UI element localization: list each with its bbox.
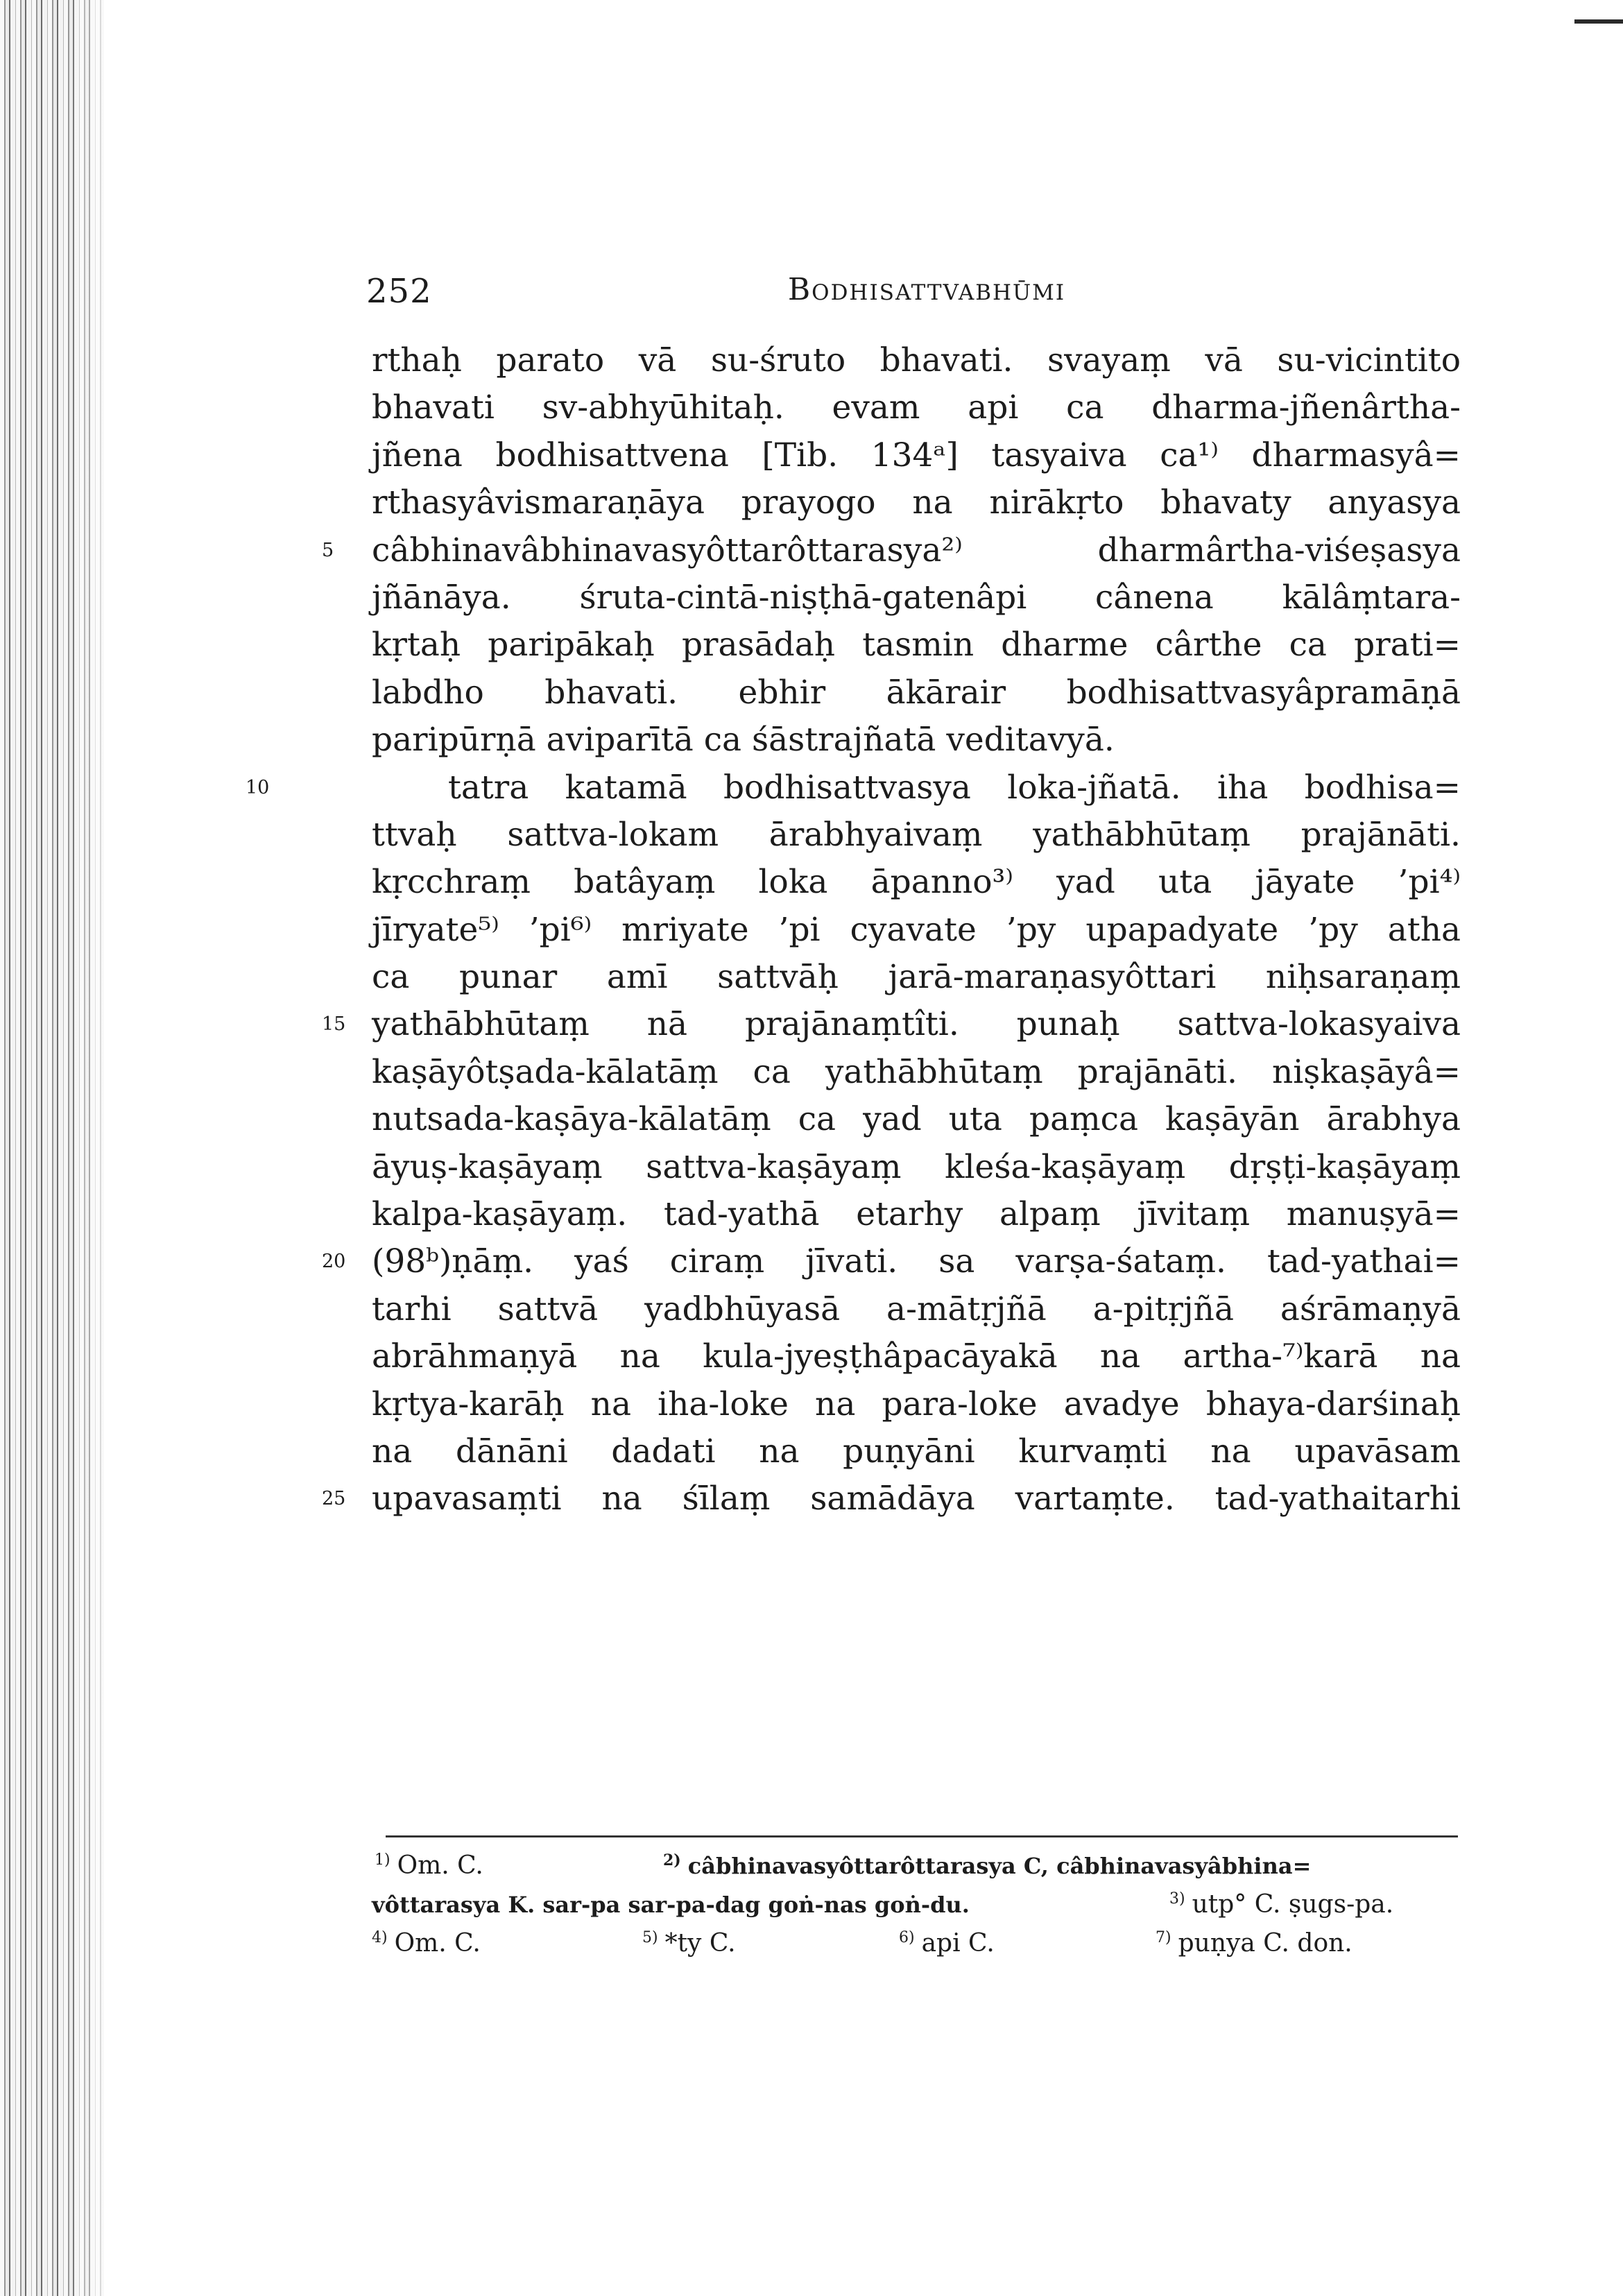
footnote-mark: 4) xyxy=(372,1929,388,1946)
text-line xyxy=(372,337,1461,384)
line-text: jñena bodhisattvena [Tib. 134ᵃ] tasyaiva ca¹⁾ dharmasyâ= xyxy=(372,436,1461,474)
text-line xyxy=(372,384,1461,431)
line-text: kṛtya-karāḥ na iha-loke na para-loke avadye bhaya-darśinaḥ xyxy=(372,1385,1461,1423)
footnote-3 xyxy=(1169,1885,1393,1924)
text-line xyxy=(372,954,1461,1001)
line-text: rthaḥ parato vā su-śruto bhavati. svayaṃ vā su-vicintito xyxy=(372,341,1461,379)
footnote-mark: 6) xyxy=(899,1929,915,1946)
main-text xyxy=(246,337,1461,1523)
text-line xyxy=(372,717,1461,764)
text-line xyxy=(372,1286,1461,1333)
footnote-text: vôttarasya K. sar-pa sar-pa-dag goṅ-nas goṅ-du. xyxy=(372,1892,970,1918)
line-text: jñānāya. śruta-cintā-niṣṭhā-gatenâpi cânena kālâṃtara- xyxy=(372,578,1461,617)
line-text: câbhinavâbhinavasyôttarôttarasya²⁾ dharmârtha-viśeṣasya xyxy=(372,531,1461,569)
line-text: upavasaṃti na śīlaṃ samādāya vartaṃte. tad-yathaitarhi xyxy=(372,1480,1461,1518)
text-line xyxy=(372,432,1461,479)
footnote-line xyxy=(372,1847,1461,1885)
footnote-mark: 2) xyxy=(663,1851,681,1870)
footnote-text: *ty C. xyxy=(664,1929,736,1957)
footnote-text: puṇya C. don. xyxy=(1178,1929,1352,1957)
text-line xyxy=(372,574,1461,622)
line-number: 10 xyxy=(246,776,270,798)
text-line xyxy=(322,1475,1461,1523)
footnote-1 xyxy=(375,1847,483,1885)
line-text: kṛcchraṃ batâyaṃ loka āpanno³⁾ yad uta jāyate ’pi⁴⁾ xyxy=(372,863,1461,902)
text-line xyxy=(372,1191,1461,1238)
text-line xyxy=(322,1238,1461,1285)
scan-corner-mark xyxy=(1574,19,1623,24)
footnote-mark: 1) xyxy=(375,1851,390,1869)
line-text: na dānāni dadati na puṇyāni kurvaṃti na upavāsam xyxy=(372,1432,1461,1471)
text-line xyxy=(372,622,1461,669)
text-line xyxy=(322,1001,1461,1048)
footnote-6 xyxy=(899,1924,995,1963)
text-line xyxy=(322,527,1461,574)
text-line xyxy=(372,479,1461,526)
footnote-text: Om. C. xyxy=(394,1929,481,1957)
text-line xyxy=(372,1049,1461,1096)
footnotes xyxy=(372,1847,1461,1963)
line-text: tatra katamā bodhisattvasya loka-jñatā. iha bodhisa= xyxy=(448,768,1461,807)
line-text: tarhi sattvā yadbhūyasā a-mātṛjñā a-pitṛjñā aśrāmaṇyā xyxy=(372,1290,1461,1328)
footnote-4 xyxy=(372,1924,481,1963)
footnote-2-continued xyxy=(372,1885,970,1924)
footnote-text: utp° C. ṣugs-pa. xyxy=(1192,1890,1394,1919)
footnote-2 xyxy=(663,1847,1311,1885)
line-text: jīryate⁵⁾ ’pi⁶⁾ mriyate ’pi cyavate ’py upapadyate ’py atha xyxy=(372,910,1461,949)
footnote-line xyxy=(372,1885,1461,1924)
line-text: nutsada-kaṣāya-kālatāṃ ca yad uta paṃca kaṣāyān ārabhya xyxy=(372,1100,1461,1139)
line-number: 5 xyxy=(322,539,334,561)
line-text: āyuṣ-kaṣāyaṃ sattva-kaṣāyaṃ kleśa-kaṣāyaṃ dṛṣṭi-kaṣāyaṃ xyxy=(372,1147,1461,1186)
page-header xyxy=(366,272,1462,320)
line-text: paripūrṇā aviparītā ca śāstrajñatā veditavyā. xyxy=(372,721,1115,760)
line-number: 20 xyxy=(322,1251,346,1273)
text-line xyxy=(372,1428,1461,1475)
text-line xyxy=(372,907,1461,954)
line-text: ca punar amī sattvāḥ jarā-maraṇasyôttari niḥsaraṇaṃ xyxy=(372,958,1461,997)
line-text: (98ᵇ)ṇāṃ. yaś ciraṃ jīvati. sa varṣa-śataṃ. tad-yathai= xyxy=(372,1242,1461,1281)
footnote-line xyxy=(372,1924,1461,1963)
line-text: kalpa-kaṣāyaṃ. tad-yathā etarhy alpaṃ jīvitaṃ manuṣyā= xyxy=(372,1195,1461,1234)
line-text: labdho bhavati. ebhir ākārair bodhisattvasyâpramāṇā xyxy=(372,673,1461,712)
line-text: kaṣāyôtṣada-kālatāṃ ca yathābhūtaṃ prajānāti. niṣkaṣāyâ= xyxy=(372,1052,1461,1091)
line-text: yathābhūtaṃ nā prajānaṃtîti. punaḥ sattva-lokasyaiva xyxy=(372,1005,1461,1044)
footnote-text: Om. C. xyxy=(397,1851,483,1880)
footnote-separator xyxy=(386,1835,1458,1837)
text-line xyxy=(372,1144,1461,1191)
text-line xyxy=(372,1096,1461,1143)
text-line xyxy=(372,812,1461,859)
binding-shadow xyxy=(69,0,118,2296)
line-text: ttvaḥ sattva-lokam ārabhyaivaṃ yathābhūtaṃ prajānāti. xyxy=(372,815,1461,854)
line-text: rthasyâvismaraṇāya prayogo na nirākṛto bhavaty anyasya xyxy=(372,483,1461,522)
footnote-mark: 7) xyxy=(1156,1929,1171,1946)
line-text: bhavati sv-abhyūhitaḥ. evam api ca dharma-jñenârtha- xyxy=(372,388,1461,427)
text-line xyxy=(372,669,1461,717)
line-number: 15 xyxy=(322,1013,346,1036)
text-line xyxy=(372,859,1461,906)
page-number: 252 xyxy=(366,272,432,311)
footnote-mark: 5) xyxy=(642,1929,658,1946)
text-line xyxy=(246,764,1461,812)
footnote-text: api C. xyxy=(921,1929,995,1957)
footnote-text: câbhinavasyôttarôttarasya C, câbhinavasyâbhina= xyxy=(687,1853,1312,1879)
text-line xyxy=(372,1381,1461,1428)
running-title: Bodhisattvabhūmi xyxy=(787,272,1066,307)
text-line xyxy=(372,1333,1461,1380)
footnote-mark: 3) xyxy=(1169,1890,1185,1908)
line-number: 25 xyxy=(322,1488,346,1510)
footnote-7 xyxy=(1156,1924,1352,1963)
line-text: kṛtaḥ paripākaḥ prasādaḥ tasmin dharme cârthe ca prati= xyxy=(372,626,1461,665)
footnote-5 xyxy=(642,1924,736,1963)
line-text: abrāhmaṇyā na kula-jyeṣṭhâpacāyakā na artha-⁷⁾karā na xyxy=(372,1337,1461,1376)
